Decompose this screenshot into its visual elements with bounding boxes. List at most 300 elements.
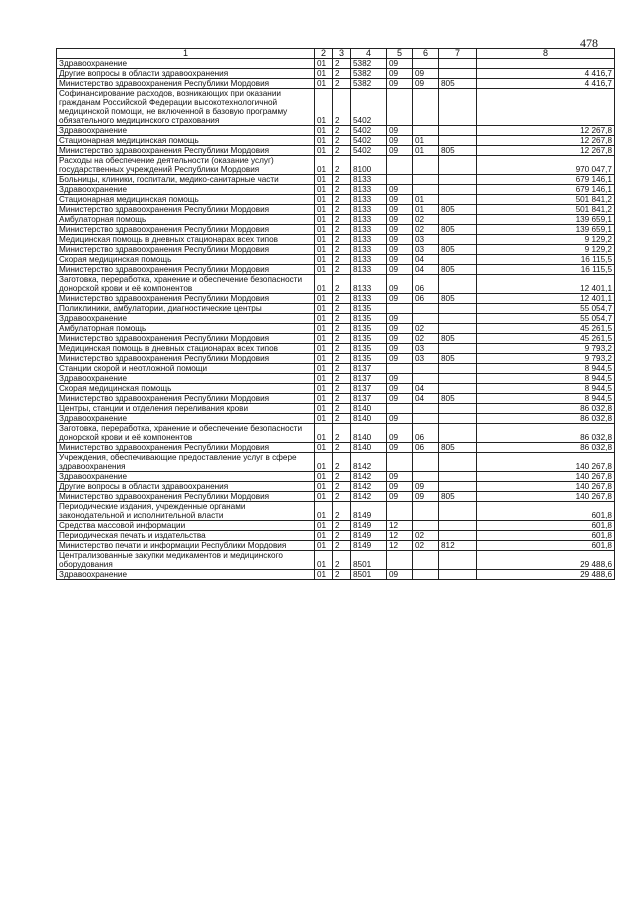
row-code-cell: 01 <box>315 294 333 304</box>
table-row <box>57 334 615 344</box>
row-code-cell: 8149 <box>351 541 387 551</box>
row-code-cell: 2 <box>333 394 351 404</box>
row-code-cell: 01 <box>315 334 333 344</box>
row-code-cell: 2 <box>333 195 351 205</box>
row-code-cell <box>439 324 477 334</box>
row-code-cell: 8133 <box>351 205 387 215</box>
row-sum-cell: 86 032,8 <box>477 443 615 453</box>
row-code-cell: 01 <box>315 205 333 215</box>
row-code-cell: 2 <box>333 570 351 580</box>
table-row <box>57 235 615 245</box>
row-name-cell: Медицинская помощь в дневных стационарах всех типов <box>57 235 315 245</box>
row-code-cell: 2 <box>333 205 351 215</box>
row-code-cell: 01 <box>315 384 333 394</box>
row-code-cell: 01 <box>315 472 333 482</box>
row-sum-cell: 140 267,8 <box>477 453 615 472</box>
table-body <box>57 59 615 580</box>
row-code-cell: 09 <box>387 374 413 384</box>
row-code-cell: 2 <box>333 136 351 146</box>
row-code-cell: 09 <box>387 414 413 424</box>
row-code-cell: 8142 <box>351 492 387 502</box>
row-code-cell: 01 <box>315 354 333 364</box>
row-name-cell: Заготовка, переработка, хранение и обеспечение безопасности донорской крови и её компонентов <box>57 424 315 443</box>
row-code-cell: 8135 <box>351 344 387 354</box>
row-name-cell: Станции скорой и неотложной помощи <box>57 364 315 374</box>
row-code-cell: 03 <box>413 245 439 255</box>
row-sum-cell: 9 129,2 <box>477 235 615 245</box>
row-code-cell: 01 <box>315 255 333 265</box>
row-name-cell: Медицинская помощь в дневных стационарах всех типов <box>57 344 315 354</box>
row-code-cell: 09 <box>387 146 413 156</box>
table-row <box>57 79 615 89</box>
row-sum-cell: 16 115,5 <box>477 265 615 275</box>
row-name-cell: Министерство здравоохранения Республики Мордовия <box>57 146 315 156</box>
row-code-cell: 8133 <box>351 185 387 195</box>
row-code-cell: 8137 <box>351 394 387 404</box>
row-code-cell: 2 <box>333 414 351 424</box>
row-code-cell: 01 <box>315 502 333 521</box>
row-code-cell: 8149 <box>351 521 387 531</box>
row-code-cell: 09 <box>387 354 413 364</box>
table-row <box>57 443 615 453</box>
row-code-cell: 805 <box>439 294 477 304</box>
row-code-cell: 09 <box>387 492 413 502</box>
row-sum-cell: 601,8 <box>477 531 615 541</box>
row-code-cell: 805 <box>439 492 477 502</box>
table-row <box>57 136 615 146</box>
table-row <box>57 215 615 225</box>
row-code-cell: 8133 <box>351 265 387 275</box>
row-code-cell: 2 <box>333 424 351 443</box>
row-sum-cell: 12 401,1 <box>477 275 615 294</box>
row-code-cell <box>439 404 477 414</box>
table-row <box>57 424 615 443</box>
row-code-cell <box>439 314 477 324</box>
row-code-cell: 09 <box>387 472 413 482</box>
row-name-cell: Другие вопросы в области здравоохранения <box>57 482 315 492</box>
row-code-cell: 06 <box>413 275 439 294</box>
row-code-cell: 09 <box>387 185 413 195</box>
row-sum-cell <box>477 89 615 126</box>
table-row <box>57 89 615 126</box>
column-header-2: 2 <box>315 49 333 59</box>
row-code-cell: 01 <box>315 245 333 255</box>
table-row <box>57 59 615 69</box>
row-code-cell: 2 <box>333 275 351 294</box>
row-name-cell: Здравоохранение <box>57 570 315 580</box>
row-code-cell: 805 <box>439 79 477 89</box>
row-name-cell: Министерство здравоохранения Республики Мордовия <box>57 245 315 255</box>
row-code-cell: 09 <box>387 324 413 334</box>
row-code-cell <box>439 384 477 394</box>
row-code-cell: 2 <box>333 374 351 384</box>
row-code-cell <box>439 59 477 69</box>
row-code-cell: 5402 <box>351 126 387 136</box>
row-code-cell: 09 <box>387 136 413 146</box>
row-code-cell: 01 <box>315 492 333 502</box>
table-row <box>57 156 615 175</box>
row-sum-cell: 55 054,7 <box>477 304 615 314</box>
row-code-cell: 2 <box>333 453 351 472</box>
row-code-cell: 01 <box>315 275 333 294</box>
row-code-cell <box>413 185 439 195</box>
row-name-cell: Другие вопросы в области здравоохранения <box>57 69 315 79</box>
row-code-cell: 02 <box>413 531 439 541</box>
row-code-cell: 8133 <box>351 225 387 235</box>
table-row <box>57 195 615 205</box>
row-code-cell: 01 <box>315 443 333 453</box>
table-row <box>57 482 615 492</box>
row-code-cell: 8137 <box>351 384 387 394</box>
row-code-cell: 2 <box>333 384 351 394</box>
row-code-cell: 8142 <box>351 482 387 492</box>
row-code-cell: 2 <box>333 364 351 374</box>
row-code-cell: 2 <box>333 443 351 453</box>
row-code-cell <box>439 482 477 492</box>
row-code-cell <box>413 175 439 185</box>
table-row <box>57 146 615 156</box>
row-code-cell: 09 <box>387 314 413 324</box>
row-sum-cell: 601,8 <box>477 502 615 521</box>
row-name-cell: Расходы на обеспечение деятельности (оказание услуг) государственных учреждений Республики Мордовия <box>57 156 315 175</box>
row-code-cell: 2 <box>333 215 351 225</box>
row-code-cell: 01 <box>315 453 333 472</box>
row-code-cell: 01 <box>315 79 333 89</box>
row-code-cell <box>413 521 439 531</box>
row-code-cell: 09 <box>387 205 413 215</box>
row-code-cell: 01 <box>315 215 333 225</box>
row-code-cell <box>387 453 413 472</box>
table-row <box>57 185 615 195</box>
row-code-cell: 2 <box>333 79 351 89</box>
row-name-cell: Министерство здравоохранения Республики Мордовия <box>57 394 315 404</box>
row-code-cell: 09 <box>413 492 439 502</box>
row-code-cell: 8135 <box>351 304 387 314</box>
row-code-cell <box>413 502 439 521</box>
row-code-cell: 09 <box>413 69 439 79</box>
row-code-cell: 812 <box>439 541 477 551</box>
row-name-cell: Больницы, клиники, госпитали, медико-санитарные части <box>57 175 315 185</box>
row-name-cell: Стационарная медицинская помощь <box>57 195 315 205</box>
row-code-cell: 01 <box>315 59 333 69</box>
row-code-cell: 04 <box>413 384 439 394</box>
row-code-cell: 01 <box>315 551 333 570</box>
row-code-cell: 09 <box>413 482 439 492</box>
column-header-7: 7 <box>439 49 477 59</box>
row-code-cell: 805 <box>439 394 477 404</box>
row-sum-cell: 12 267,8 <box>477 146 615 156</box>
row-sum-cell: 29 488,6 <box>477 570 615 580</box>
row-code-cell: 8133 <box>351 255 387 265</box>
row-sum-cell <box>477 59 615 69</box>
row-code-cell <box>439 531 477 541</box>
row-code-cell: 8133 <box>351 245 387 255</box>
row-sum-cell: 16 115,5 <box>477 255 615 265</box>
row-code-cell: 09 <box>387 570 413 580</box>
row-code-cell: 01 <box>315 531 333 541</box>
table-row <box>57 414 615 424</box>
row-code-cell: 2 <box>333 551 351 570</box>
table-row <box>57 541 615 551</box>
row-code-cell: 06 <box>413 443 439 453</box>
row-name-cell: Средства массовой информации <box>57 521 315 531</box>
row-code-cell: 01 <box>315 482 333 492</box>
row-sum-cell: 45 261,5 <box>477 334 615 344</box>
row-code-cell: 01 <box>315 324 333 334</box>
row-name-cell: Министерство здравоохранения Республики Мордовия <box>57 354 315 364</box>
row-name-cell: Здравоохранение <box>57 126 315 136</box>
row-code-cell: 5402 <box>351 136 387 146</box>
row-code-cell: 2 <box>333 324 351 334</box>
row-code-cell: 8140 <box>351 404 387 414</box>
row-code-cell: 01 <box>315 344 333 354</box>
row-name-cell: Министерство здравоохранения Республики Мордовия <box>57 79 315 89</box>
row-code-cell: 01 <box>315 404 333 414</box>
row-code-cell <box>413 314 439 324</box>
row-code-cell: 01 <box>315 235 333 245</box>
row-name-cell: Министерство здравоохранения Республики Мордовия <box>57 265 315 275</box>
row-code-cell <box>413 453 439 472</box>
row-code-cell: 01 <box>315 175 333 185</box>
row-sum-cell: 8 944,5 <box>477 384 615 394</box>
row-code-cell: 8142 <box>351 472 387 482</box>
row-code-cell: 8501 <box>351 570 387 580</box>
row-name-cell: Амбулаторная помощь <box>57 324 315 334</box>
row-sum-cell: 55 054,7 <box>477 314 615 324</box>
row-code-cell: 2 <box>333 294 351 304</box>
table-row <box>57 126 615 136</box>
row-code-cell: 01 <box>315 156 333 175</box>
row-code-cell <box>439 521 477 531</box>
row-code-cell: 2 <box>333 344 351 354</box>
row-name-cell: Централизованные закупки медикаментов и медицинского оборудования <box>57 551 315 570</box>
row-code-cell: 09 <box>387 424 413 443</box>
row-code-cell: 01 <box>315 126 333 136</box>
row-code-cell: 2 <box>333 265 351 275</box>
row-code-cell: 2 <box>333 304 351 314</box>
row-sum-cell: 140 267,8 <box>477 472 615 482</box>
row-name-cell: Министерство здравоохранения Республики Мордовия <box>57 443 315 453</box>
table-row <box>57 394 615 404</box>
row-code-cell <box>439 136 477 146</box>
row-sum-cell: 8 944,5 <box>477 374 615 384</box>
row-sum-cell: 86 032,8 <box>477 414 615 424</box>
row-code-cell: 2 <box>333 502 351 521</box>
row-code-cell: 2 <box>333 156 351 175</box>
table-row <box>57 304 615 314</box>
row-code-cell: 805 <box>439 146 477 156</box>
row-code-cell: 09 <box>387 334 413 344</box>
column-header-5: 5 <box>387 49 413 59</box>
row-code-cell: 09 <box>387 482 413 492</box>
table-row <box>57 314 615 324</box>
row-code-cell <box>439 126 477 136</box>
row-code-cell <box>387 551 413 570</box>
row-code-cell: 805 <box>439 205 477 215</box>
row-code-cell: 04 <box>413 265 439 275</box>
row-code-cell: 09 <box>387 275 413 294</box>
row-code-cell: 5382 <box>351 79 387 89</box>
row-name-cell: Здравоохранение <box>57 414 315 424</box>
row-code-cell <box>387 502 413 521</box>
row-code-cell: 8501 <box>351 551 387 570</box>
row-code-cell: 12 <box>387 541 413 551</box>
row-sum-cell: 139 659,1 <box>477 215 615 225</box>
row-code-cell <box>387 304 413 314</box>
row-code-cell: 2 <box>333 59 351 69</box>
row-name-cell: Министерство здравоохранения Республики Мордовия <box>57 205 315 215</box>
row-code-cell: 09 <box>387 195 413 205</box>
row-code-cell <box>387 89 413 126</box>
row-code-cell: 02 <box>413 215 439 225</box>
page-number: 478 <box>580 36 598 50</box>
row-code-cell: 03 <box>413 235 439 245</box>
row-code-cell <box>387 156 413 175</box>
row-code-cell <box>439 364 477 374</box>
row-name-cell: Периодическая печать и издательства <box>57 531 315 541</box>
row-code-cell: 09 <box>387 344 413 354</box>
row-code-cell: 01 <box>315 394 333 404</box>
row-code-cell <box>413 364 439 374</box>
row-code-cell: 5402 <box>351 89 387 126</box>
row-sum-cell: 45 261,5 <box>477 324 615 334</box>
row-code-cell: 02 <box>413 225 439 235</box>
row-name-cell: Здравоохранение <box>57 314 315 324</box>
table-row <box>57 531 615 541</box>
table-row <box>57 472 615 482</box>
row-code-cell <box>439 156 477 175</box>
table-row <box>57 294 615 304</box>
row-code-cell: 2 <box>333 146 351 156</box>
row-code-cell <box>439 175 477 185</box>
row-code-cell: 09 <box>387 235 413 245</box>
row-code-cell: 09 <box>387 69 413 79</box>
row-sum-cell: 8 944,5 <box>477 364 615 374</box>
row-code-cell: 09 <box>387 394 413 404</box>
table-row <box>57 225 615 235</box>
row-code-cell <box>439 195 477 205</box>
row-name-cell: Скорая медицинская помощь <box>57 384 315 394</box>
row-code-cell: 01 <box>315 195 333 205</box>
table-row <box>57 502 615 521</box>
row-code-cell: 2 <box>333 541 351 551</box>
row-code-cell: 01 <box>413 205 439 215</box>
row-code-cell: 8135 <box>351 354 387 364</box>
table-row <box>57 344 615 354</box>
row-code-cell <box>413 570 439 580</box>
row-code-cell: 8137 <box>351 364 387 374</box>
row-code-cell: 2 <box>333 225 351 235</box>
row-code-cell: 09 <box>387 79 413 89</box>
table-row <box>57 570 615 580</box>
row-code-cell <box>439 502 477 521</box>
table-row <box>57 492 615 502</box>
row-code-cell: 2 <box>333 521 351 531</box>
table-row <box>57 364 615 374</box>
row-code-cell: 8142 <box>351 453 387 472</box>
row-name-cell: Стационарная медицинская помощь <box>57 136 315 146</box>
table-row <box>57 265 615 275</box>
row-code-cell: 01 <box>315 424 333 443</box>
row-code-cell: 01 <box>315 89 333 126</box>
row-code-cell <box>439 344 477 354</box>
row-name-cell: Министерство здравоохранения Республики Мордовия <box>57 334 315 344</box>
row-code-cell: 8135 <box>351 314 387 324</box>
row-code-cell <box>413 404 439 414</box>
row-code-cell <box>439 215 477 225</box>
row-code-cell: 01 <box>315 541 333 551</box>
row-code-cell: 09 <box>387 294 413 304</box>
row-code-cell: 805 <box>439 354 477 364</box>
row-code-cell <box>439 374 477 384</box>
row-code-cell <box>439 424 477 443</box>
row-name-cell: Здравоохранение <box>57 374 315 384</box>
row-code-cell <box>413 126 439 136</box>
row-sum-cell: 8 944,5 <box>477 394 615 404</box>
budget-table <box>56 48 615 580</box>
row-sum-cell: 601,8 <box>477 541 615 551</box>
row-code-cell: 8135 <box>351 324 387 334</box>
row-code-cell <box>413 89 439 126</box>
row-name-cell: Софинансирование расходов, возникающих при оказании гражданам Российской Федерации высокотехнологичной медицинской помощи, не включенной в базовую программу обязательного медицинского страхования <box>57 89 315 126</box>
row-code-cell: 09 <box>387 255 413 265</box>
row-code-cell: 09 <box>387 384 413 394</box>
row-code-cell: 8133 <box>351 235 387 245</box>
row-code-cell: 01 <box>315 185 333 195</box>
row-code-cell: 09 <box>387 443 413 453</box>
row-name-cell: Учреждения, обеспечивающие предоставление услуг в сфере здравоохранения <box>57 453 315 472</box>
row-sum-cell: 139 659,1 <box>477 225 615 235</box>
row-code-cell <box>439 570 477 580</box>
row-code-cell: 2 <box>333 235 351 245</box>
row-code-cell: 8133 <box>351 215 387 225</box>
row-code-cell: 04 <box>413 255 439 265</box>
row-name-cell: Амбулаторная помощь <box>57 215 315 225</box>
row-sum-cell: 9 129,2 <box>477 245 615 255</box>
row-sum-cell: 601,8 <box>477 521 615 531</box>
row-name-cell: Здравоохранение <box>57 59 315 69</box>
table-row <box>57 374 615 384</box>
row-code-cell: 01 <box>315 521 333 531</box>
row-code-cell: 09 <box>387 59 413 69</box>
row-code-cell <box>439 472 477 482</box>
row-code-cell <box>439 185 477 195</box>
row-code-cell: 805 <box>439 334 477 344</box>
row-sum-cell: 9 793,2 <box>477 354 615 364</box>
row-sum-cell: 140 267,8 <box>477 492 615 502</box>
row-code-cell <box>413 374 439 384</box>
row-code-cell <box>413 304 439 314</box>
row-code-cell: 09 <box>387 225 413 235</box>
row-code-cell: 2 <box>333 185 351 195</box>
row-code-cell <box>439 414 477 424</box>
row-code-cell <box>439 453 477 472</box>
row-code-cell: 2 <box>333 472 351 482</box>
row-code-cell: 5382 <box>351 69 387 79</box>
row-code-cell: 02 <box>413 541 439 551</box>
table-row <box>57 384 615 394</box>
row-name-cell: Министерство здравоохранения Республики Мордовия <box>57 294 315 304</box>
row-code-cell <box>387 175 413 185</box>
table-row <box>57 521 615 531</box>
row-code-cell: 01 <box>315 225 333 235</box>
row-code-cell: 01 <box>413 146 439 156</box>
row-sum-cell: 12 267,8 <box>477 126 615 136</box>
row-code-cell: 01 <box>315 304 333 314</box>
row-sum-cell: 9 793,2 <box>477 344 615 354</box>
row-code-cell <box>439 235 477 245</box>
row-code-cell: 8133 <box>351 175 387 185</box>
